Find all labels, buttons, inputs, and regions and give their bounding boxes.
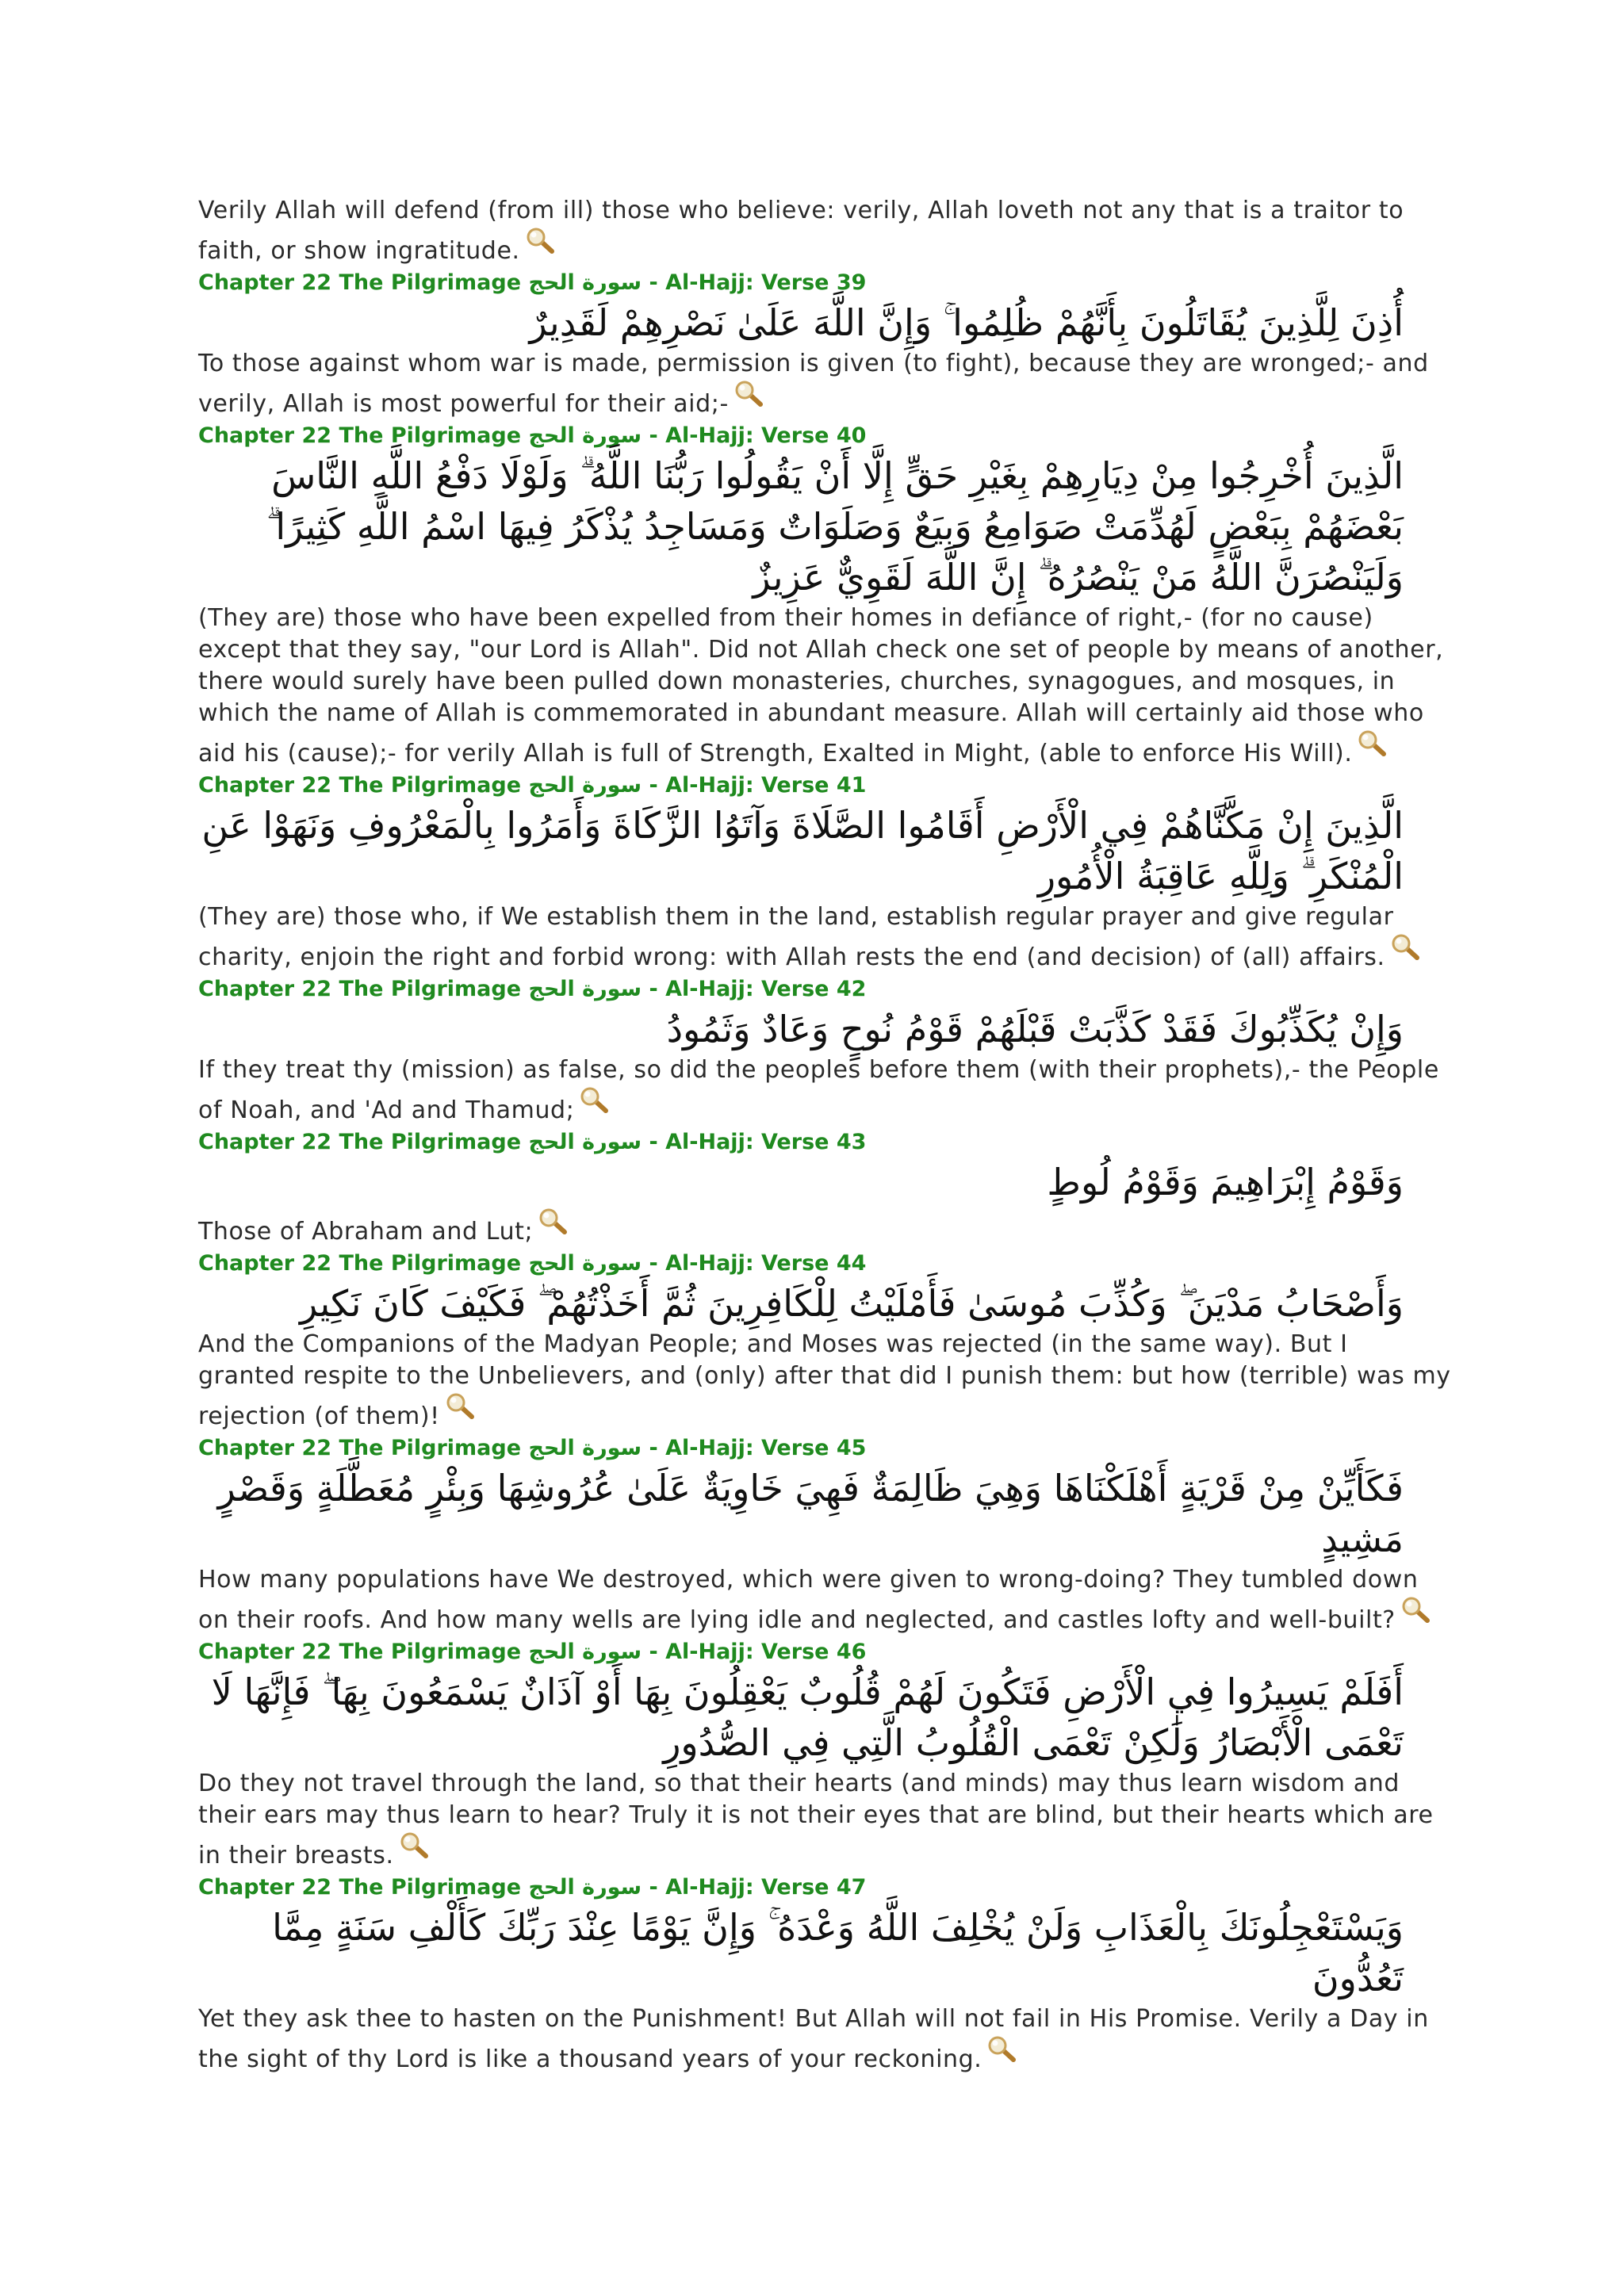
chapter-title: Chapter 22 The Pilgrimage: [198, 773, 522, 798]
surah-arabic-name: سورة الحج: [528, 977, 642, 1001]
english-translation: To those against whom war is made, permission is given (to fight), because they are wronged;- and verily, Allah is most powerful for their aid;-: [198, 350, 1429, 418]
verse-reference: - Al-Hajj: Verse 39: [649, 270, 867, 295]
chapter-title: Chapter 22 The Pilgrimage: [198, 1436, 522, 1460]
chapter-title: Chapter 22 The Pilgrimage: [198, 1875, 522, 1900]
magnifier-icon[interactable]: [538, 1207, 568, 1234]
magnifier-icon[interactable]: [525, 227, 555, 254]
verse-reference: - Al-Hajj: Verse 44: [649, 1251, 867, 1276]
magnifier-icon[interactable]: [445, 1392, 475, 1419]
intro-translation: Verily Allah will defend (from ill) those who believe: verily, Allah loveth not any that is a traitor to faith, or show ingratitude.: [198, 197, 1404, 265]
verse-block: [198, 1249, 1451, 1433]
verse-reference: - Al-Hajj: Verse 46: [649, 1640, 867, 1664]
english-translation: And the Companions of the Madyan People; and Moses was rejected (in the same way). But I granted respite to the Unbelievers, and (only) after that did I punish them: but how (terrible) was my rejection (of them)!: [198, 1330, 1451, 1430]
arabic-verse: أَفَلَمْ يَسِيرُوا فِي الْأَرْضِ فَتَكُونَ لَهُمْ قُلُوبٌ يَعْقِلُونَ بِهَا أَوْ آذَانٌ يَسْمَعُونَ بِهَا ۖ فَإِنَّهَا لَا تَعْمَى الْأَبْصَارُ وَلَٰكِنْ تَعْمَى الْقُلُوبُ الَّتِي فِي الصُّدُورِ: [211, 1670, 1404, 1764]
verse-header[interactable]: [198, 1873, 1451, 1902]
surah-arabic-name: سورة الحج: [528, 1436, 642, 1460]
english-translation: Yet they ask thee to hasten on the Punishment! But Allah will not fail in His Promise. Verily a Day in the sight of thy Lord is like a thousand years of your reckoning.: [198, 2005, 1429, 2073]
magnifier-icon[interactable]: [986, 2035, 1017, 2062]
chapter-title: Chapter 22 The Pilgrimage: [198, 270, 522, 295]
surah-arabic-name: سورة الحج: [528, 773, 642, 798]
english-translation: (They are) those who have been expelled from their homes in defiance of right,- (for no cause) except that they say, "our Lord is Allah". Did not Allah check one set of people by means of another, there would surely have been pulled down monasteries, churches, synagogues, and mosques, in which the name of Allah is commemorated in abundant measure. Allah will certainly aid those who aid his (cause);- for verily Allah is full of Strength, Exalted in Might, (able to enforce His Will).: [198, 604, 1444, 767]
english-translation: Do they not travel through the land, so that their hearts (and minds) may thus learn wisdom and their ears may thus learn to hear? Truly it is not their eyes that are blind, but their hearts which are in their breasts.: [198, 1770, 1434, 1869]
english-translation: If they treat thy (mission) as false, so did the peoples before them (with their prophets),- the People of Noah, and 'Ad and Thamud;: [198, 1056, 1439, 1124]
arabic-verse: وَيَسْتَعْجِلُونَكَ بِالْعَذَابِ وَلَنْ يُخْلِفَ اللَّهُ وَعْدَهُ ۚ وَإِنَّ يَوْمًا عِنْدَ رَبِّكَ كَأَلْفِ سَنَةٍ مِمَّا تَعُدُّونَ: [272, 1906, 1404, 1999]
verse-header[interactable]: [198, 269, 1451, 297]
verse-block: [198, 1128, 1451, 1248]
arabic-verse: وَقَوْمُ إِبْرَاهِيمَ وَقَوْمُ لُوطٍ: [1047, 1161, 1404, 1203]
surah-arabic-name: سورة الحج: [528, 1875, 642, 1900]
english-translation: (They are) those who, if We establish them in the land, establish regular prayer and give regular charity, enjoin the right and forbid wrong: with Allah rests the end (and decision) of (all) affairs.: [198, 901, 1451, 974]
surah-arabic-name: سورة الحج: [528, 1640, 642, 1664]
chapter-title: Chapter 22 The Pilgrimage: [198, 977, 522, 1001]
chapter-title: Chapter 22 The Pilgrimage: [198, 1251, 522, 1276]
verse-header[interactable]: [198, 975, 1451, 1004]
verse-reference: - Al-Hajj: Verse 47: [649, 1875, 867, 1900]
chapter-title: Chapter 22 The Pilgrimage: [198, 1130, 522, 1154]
english-translation: Those of Abraham and Lut;: [198, 1207, 1451, 1248]
verse-block: [198, 422, 1451, 770]
magnifier-icon[interactable]: [399, 1831, 429, 1858]
verse-list: [198, 269, 1451, 2076]
surah-arabic-name: سورة الحج: [528, 423, 642, 448]
verse-reference: - Al-Hajj: Verse 45: [649, 1436, 867, 1460]
verse-header[interactable]: [198, 1638, 1451, 1667]
surah-arabic-name: سورة الحج: [528, 270, 642, 295]
magnifier-icon[interactable]: [579, 1086, 609, 1113]
verse-block: [198, 975, 1451, 1127]
verse-reference: - Al-Hajj: Verse 40: [649, 423, 867, 448]
verse-block: [198, 1434, 1451, 1636]
verse-block: [198, 771, 1451, 974]
chapter-title: Chapter 22 The Pilgrimage: [198, 423, 522, 448]
magnifier-icon[interactable]: [733, 380, 764, 407]
verse-block: [198, 1873, 1451, 2076]
arabic-verse: أُذِنَ لِلَّذِينَ يُقَاتَلُونَ بِأَنَّهُمْ ظُلِمُوا ۚ وَإِنَّ اللَّهَ عَلَىٰ نَصْرِهِمْ لَقَدِيرٌ: [529, 301, 1404, 344]
magnifier-icon[interactable]: [1390, 933, 1420, 960]
arabic-verse: وَإِنْ يُكَذِّبُوكَ فَقَدْ كَذَّبَتْ قَبْلَهُمْ قَوْمُ نُوحٍ وَعَادٌ وَثَمُودُ: [666, 1008, 1404, 1050]
verse-header[interactable]: [198, 1128, 1451, 1157]
verse-header[interactable]: [198, 422, 1451, 450]
verse-reference: - Al-Hajj: Verse 41: [649, 773, 867, 798]
arabic-verse: الَّذِينَ أُخْرِجُوا مِنْ دِيَارِهِمْ بِغَيْرِ حَقٍّ إِلَّا أَنْ يَقُولُوا رَبُّنَا اللَّهُ ۗ وَلَوْلَا دَفْعُ اللَّهِ النَّاسَ بَعْضَهُمْ بِبَعْضٍ لَهُدِّمَتْ صَوَامِعُ وَبِيَعٌ وَصَلَوَاتٌ وَمَسَاجِدُ يُذْكَرُ فِيهَا اسْمُ اللَّهِ كَثِيرًا ۗ وَلَيَنْصُرَنَّ اللَّهُ مَنْ يَنْصُرُهُ ۗ إِنَّ اللَّهَ لَقَوِيٌّ عَزِيزٌ: [266, 454, 1404, 599]
magnifier-icon[interactable]: [1357, 729, 1387, 756]
surah-arabic-name: سورة الحج: [528, 1130, 642, 1154]
verse-block: [198, 269, 1451, 420]
document-body: [198, 195, 1451, 2076]
verse-reference: - Al-Hajj: Verse 43: [649, 1130, 867, 1154]
chapter-title: Chapter 22 The Pilgrimage: [198, 1640, 522, 1664]
verse-header[interactable]: [198, 771, 1451, 800]
arabic-verse: وَأَصْحَابُ مَدْيَنَ ۖ وَكُذِّبَ مُوسَىٰ فَأَمْلَيْتُ لِلْكَافِرِينَ ثُمَّ أَخَذْتُهُمْ ۖ فَكَيْفَ كَانَ نَكِيرِ: [300, 1282, 1404, 1325]
magnifier-icon[interactable]: [1400, 1596, 1431, 1623]
arabic-verse: الَّذِينَ إِنْ مَكَّنَّاهُمْ فِي الْأَرْضِ أَقَامُوا الصَّلَاةَ وَآتَوُا الزَّكَاةَ وَأَمَرُوا بِالْمَعْرُوفِ وَنَهَوْا عَنِ الْمُنْكَرِ ۗ وَلِلَّهِ عَاقِبَةُ الْأُمُورِ: [201, 804, 1404, 897]
verse-block: [198, 1638, 1451, 1872]
verse-reference: - Al-Hajj: Verse 42: [649, 977, 867, 1001]
verse-header[interactable]: [198, 1434, 1451, 1463]
surah-arabic-name: سورة الحج: [528, 1251, 642, 1276]
arabic-verse: فَكَأَيِّنْ مِنْ قَرْيَةٍ أَهْلَكْنَاهَا وَهِيَ ظَالِمَةٌ فَهِيَ خَاوِيَةٌ عَلَىٰ عُرُوشِهَا وَبِئْرٍ مُعَطَّلَةٍ وَقَصْرٍ مَشِيدٍ: [217, 1467, 1404, 1560]
english-translation: How many populations have We destroyed, which were given to wrong-doing? They tumbled down on their roofs. And how many wells are lying idle and neglected, and castles lofty and well-built?: [198, 1564, 1451, 1636]
verse-header[interactable]: [198, 1249, 1451, 1278]
